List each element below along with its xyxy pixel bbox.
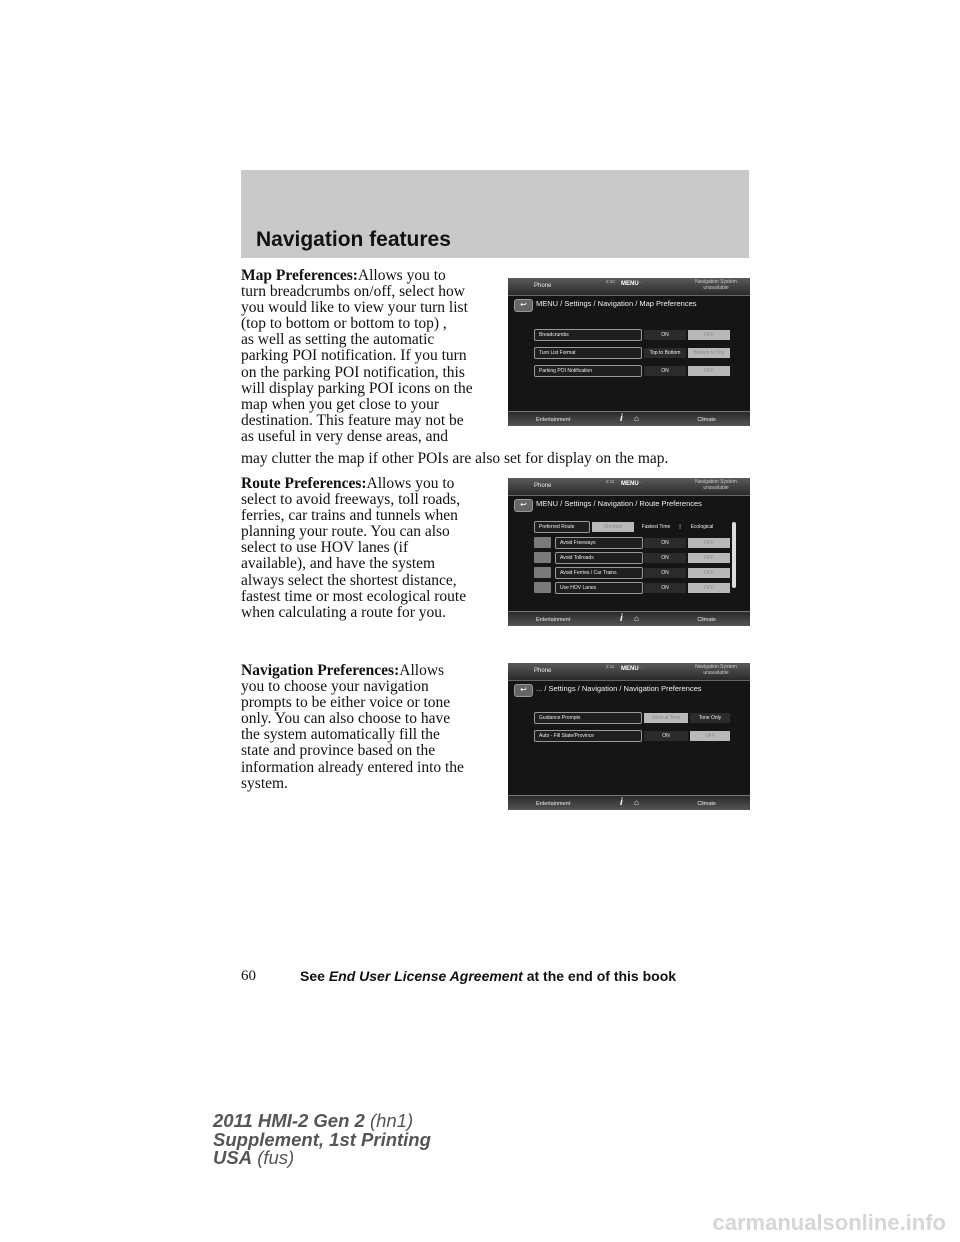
breadcrumb: MENU / Settings / Navigation / Map Preferences [536, 299, 697, 308]
bottom-bar: Entertainment i ⌂ Climate [508, 411, 750, 426]
print-info: 2011 HMI-2 Gen 2 (hn1) Supplement, 1st Printing USA (fus) [213, 1110, 431, 1168]
page-section-title: Navigation features [256, 228, 451, 251]
breadcrumb: ... / Settings / Navigation / Navigation Preferences [536, 684, 702, 693]
map-preferences-heading: Map Preferences: [241, 267, 358, 284]
home-icon: ⌂ [634, 798, 639, 807]
back-icon: ↩ [514, 499, 533, 512]
menu-label: MENU [621, 281, 639, 287]
info-icon: i [620, 613, 623, 624]
route-preferences-screenshot [508, 478, 750, 626]
setting-row: Breadcrumbs ON OFF [534, 329, 744, 341]
back-icon: ↩ [514, 299, 533, 312]
home-icon: ⌂ [634, 414, 639, 423]
scrollbar [732, 522, 736, 588]
home-icon: ⌂ [634, 614, 639, 623]
hov-icon [534, 582, 551, 593]
phone-label: Phone [534, 283, 552, 289]
setting-row: Avoid Ferries / Car Trains ON OFF [534, 567, 744, 579]
route-preferences-paragraph: Route Preferences:Allows you to select to avoid freeways, toll roads, ferries, car trains and tunnels when planning your route. You can also select to use HOV lanes (if available), and have the system always select the shortest distance, fastest time or most ecological route when calculating a route for you. [241, 475, 467, 621]
ferry-icon [534, 567, 551, 578]
freeway-icon [534, 537, 551, 548]
setting-row: Use HOV Lanes ON OFF [534, 582, 744, 594]
map-preferences-paragraph: Map Preferences:Allows you to turn breadcrumbs on/off, select how you would like to view your turn list (top to bottom or bottom to top) , as well as setting the automatic parking POI notification. If you turn on the parking POI notification, this will display parking POI icons on the map when you get close to your destination. This feature may not be as useful in very dense areas, and [241, 267, 473, 445]
bottom-bar: Entertainment i ⌂ Climate [508, 611, 750, 626]
watermark: carmanualsonline.info [712, 1210, 946, 1235]
clock: 2:10 [606, 279, 615, 284]
navigation-preferences-paragraph: Navigation Preferences:Allows you to choose your navigation prompts to be either voice or tone only. You can also choose to have the system automatically fill the state and province based on the information already entered into the system. [241, 662, 464, 792]
status-bar: Phone 2:11 MENU ··· Navigation System unavailable [508, 478, 750, 496]
tollroad-icon [534, 552, 551, 563]
setting-row: Parking POI Notification ON OFF [534, 365, 744, 377]
setting-row: Turn List Format Top to Bottom Bottom to Top [534, 347, 744, 359]
bottom-bar: Entertainment i ⌂ Climate [508, 795, 750, 810]
navigation-preferences-screenshot [508, 663, 750, 810]
setting-row: Avoid Tollroads ON OFF [534, 552, 744, 564]
dots: ··· [639, 280, 644, 286]
setting-row: Avoid Freeways ON OFF [534, 537, 744, 549]
navigation-preferences-heading: Navigation Preferences: [241, 662, 400, 679]
route-preferences-heading: Route Preferences: [241, 475, 367, 492]
back-icon: ↩ [514, 684, 533, 697]
status-bar: Phone 2:11 MENU ··· Navigation System unavailable [508, 663, 750, 681]
setting-row: Auto - Fill State/Province ON OFF [534, 730, 744, 742]
nav-status: Navigation System unavailable [695, 279, 737, 291]
info-icon: i [620, 413, 623, 424]
preferred-route-row: Preferred Route Shortest Fastest Time | Ecological [534, 521, 744, 533]
setting-row: Guidance Prompts Voice & Tone Tone Only [534, 712, 744, 724]
info-icon: i [620, 797, 623, 808]
eula-note: See End User License Agreement at the end of this book [300, 968, 677, 984]
breadcrumb: MENU / Settings / Navigation / Route Preferences [536, 499, 702, 508]
map-preferences-screenshot [508, 278, 750, 426]
map-preferences-last-line: may clutter the map if other POIs are also set for display on the map. [241, 450, 669, 467]
page-number: 60 [241, 968, 256, 984]
status-bar [508, 278, 750, 296]
